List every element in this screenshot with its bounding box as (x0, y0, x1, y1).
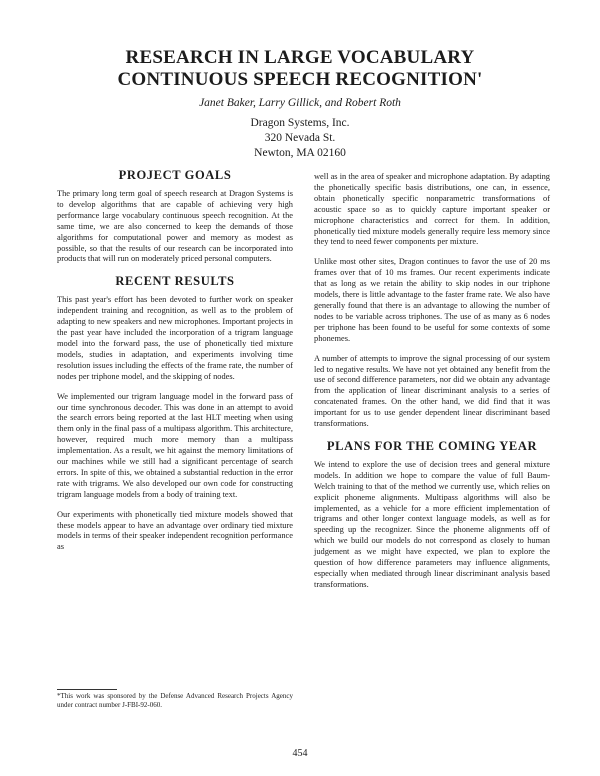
affiliation-city: Newton, MA 02160 (254, 147, 346, 159)
page-number: 454 (292, 748, 308, 759)
section-heading-recent-results: RECENT RESULTS (115, 274, 235, 289)
section-heading-plans: PLANS FOR THE COMING YEAR (326, 438, 538, 453)
affiliation-street: 320 Nevada St. (264, 132, 336, 144)
paragraph: We implemented our trigram language model in the forward pass of our time synchronous decoder. This was done in an attempt to avoid the search errors being reported at the last HLT meeting when using them only in the final pass of a multipass algorithm. This architecture, however, required much more memory than a multipass implementation. As a result, we hit against the memory limitations of our machines while we still had a significant percentage of search errors. In spite of this, we obtained a substantial reduction in the error rate with trigrams. We also developed our own code for constructing trigram language models from a body of training text. (57, 391, 293, 499)
paragraph: A number of attempts to improve the signal processing of our system led to negative results. We have not yet obtained any benefit from the use of second difference parameters, nor did we obtain any advantage from the application of linear discriminant analysis to a series of concatenated frames. On the other hand, we did find that it was important for us to use gender dependent linear discriminant based transformations. (314, 353, 550, 429)
footnote-rule (57, 689, 117, 690)
authors: Janet Baker, Larry Gillick, and Robert Roth (199, 97, 401, 109)
paragraph: Our experiments with phonetically tied mixture models showed that these models appear to have an advantage over ordinary tied mixture models in terms of their speaker independent recognition performance as (57, 509, 293, 552)
section-heading-project-goals: PROJECT GOALS (118, 168, 232, 182)
paragraph: well as in the area of speaker and microphone adaptation. By adapting the phonetically specific basis distributions, one can, in essence, obtain phonetically specific nonparametric transformations of acoustic space so as to quickly capture important speaker or microphone characteristics and correct for them. In addition, phonetically tied mixture models generally require less memory since they tend to need fewer components per mixture. (314, 172, 550, 247)
paper-title-line-2: CONTINUOUS SPEECH RECOGNITION' (117, 69, 483, 90)
right-column (314, 172, 550, 600)
paragraph: We intend to explore the use of decision trees and general mixture models. In addition we hope to compare the value of full Baum-Welch training to that of the method we currently use, which relies on explicit phoneme alignments. Multipass algorithms will also be implemented, as a vehicle for a more efficient implementation of trigrams and other longer context language models, as well as for speeding up the recognizer. Since the phoneme alignments off of which we build our models do not correspond as closely to human judgement as we might have expected, we plan to explore the question of how difference parameters may influence alignments, especially when mediated through linear discriminant analysis based transformations. (314, 459, 550, 589)
paper-title-line-1: RESEARCH IN LARGE VOCABULARY (125, 47, 475, 68)
paragraph: The primary long term goal of speech research at Dragon Systems is to develop algorithms that are capable of achieving very high performance large vocabulary continuous speech recognition. At the same time, we are also concerned to keep the demands of those algorithms for computational power and memory as modest as possible, so that the results of our research can be incorporated into products that will run on moderately priced personal computers. (57, 189, 293, 264)
paragraph: This past year's effort has been devoted to further work on speaker independent training and recognition, as well as to the problem of adapting to new speakers and new microphones. Important projects in the past year have included the incorporation of a trigram language model into the forward pass, the use of phonetically tied mixture models, studies in adaptation, and experiments involving time resolution issues including the effects of the frame rate, the number of nodes per triphone model, and the skipping of nodes. (57, 295, 293, 381)
footnote: *This work was sponsored by the Defense Advanced Research Projects Agency under contract number J-FBI-92-060. (57, 692, 293, 709)
paragraph: Unlike most other sites, Dragon continues to favor the use of 20 ms frames over that of 10 ms frames. Our recent experiments indicate that as long as we retain the ability to skip nodes in our triphone models, there is little advantage to the faster frame rate. We also have generally found that there is an advantage to allowing the number of nodes to be variable across triphones. The use of as many as 6 nodes per triphone has been found to be useful for some contexts of some phonemes. (314, 257, 550, 343)
affiliation-org: Dragon Systems, Inc. (250, 117, 350, 129)
left-column (57, 168, 293, 562)
